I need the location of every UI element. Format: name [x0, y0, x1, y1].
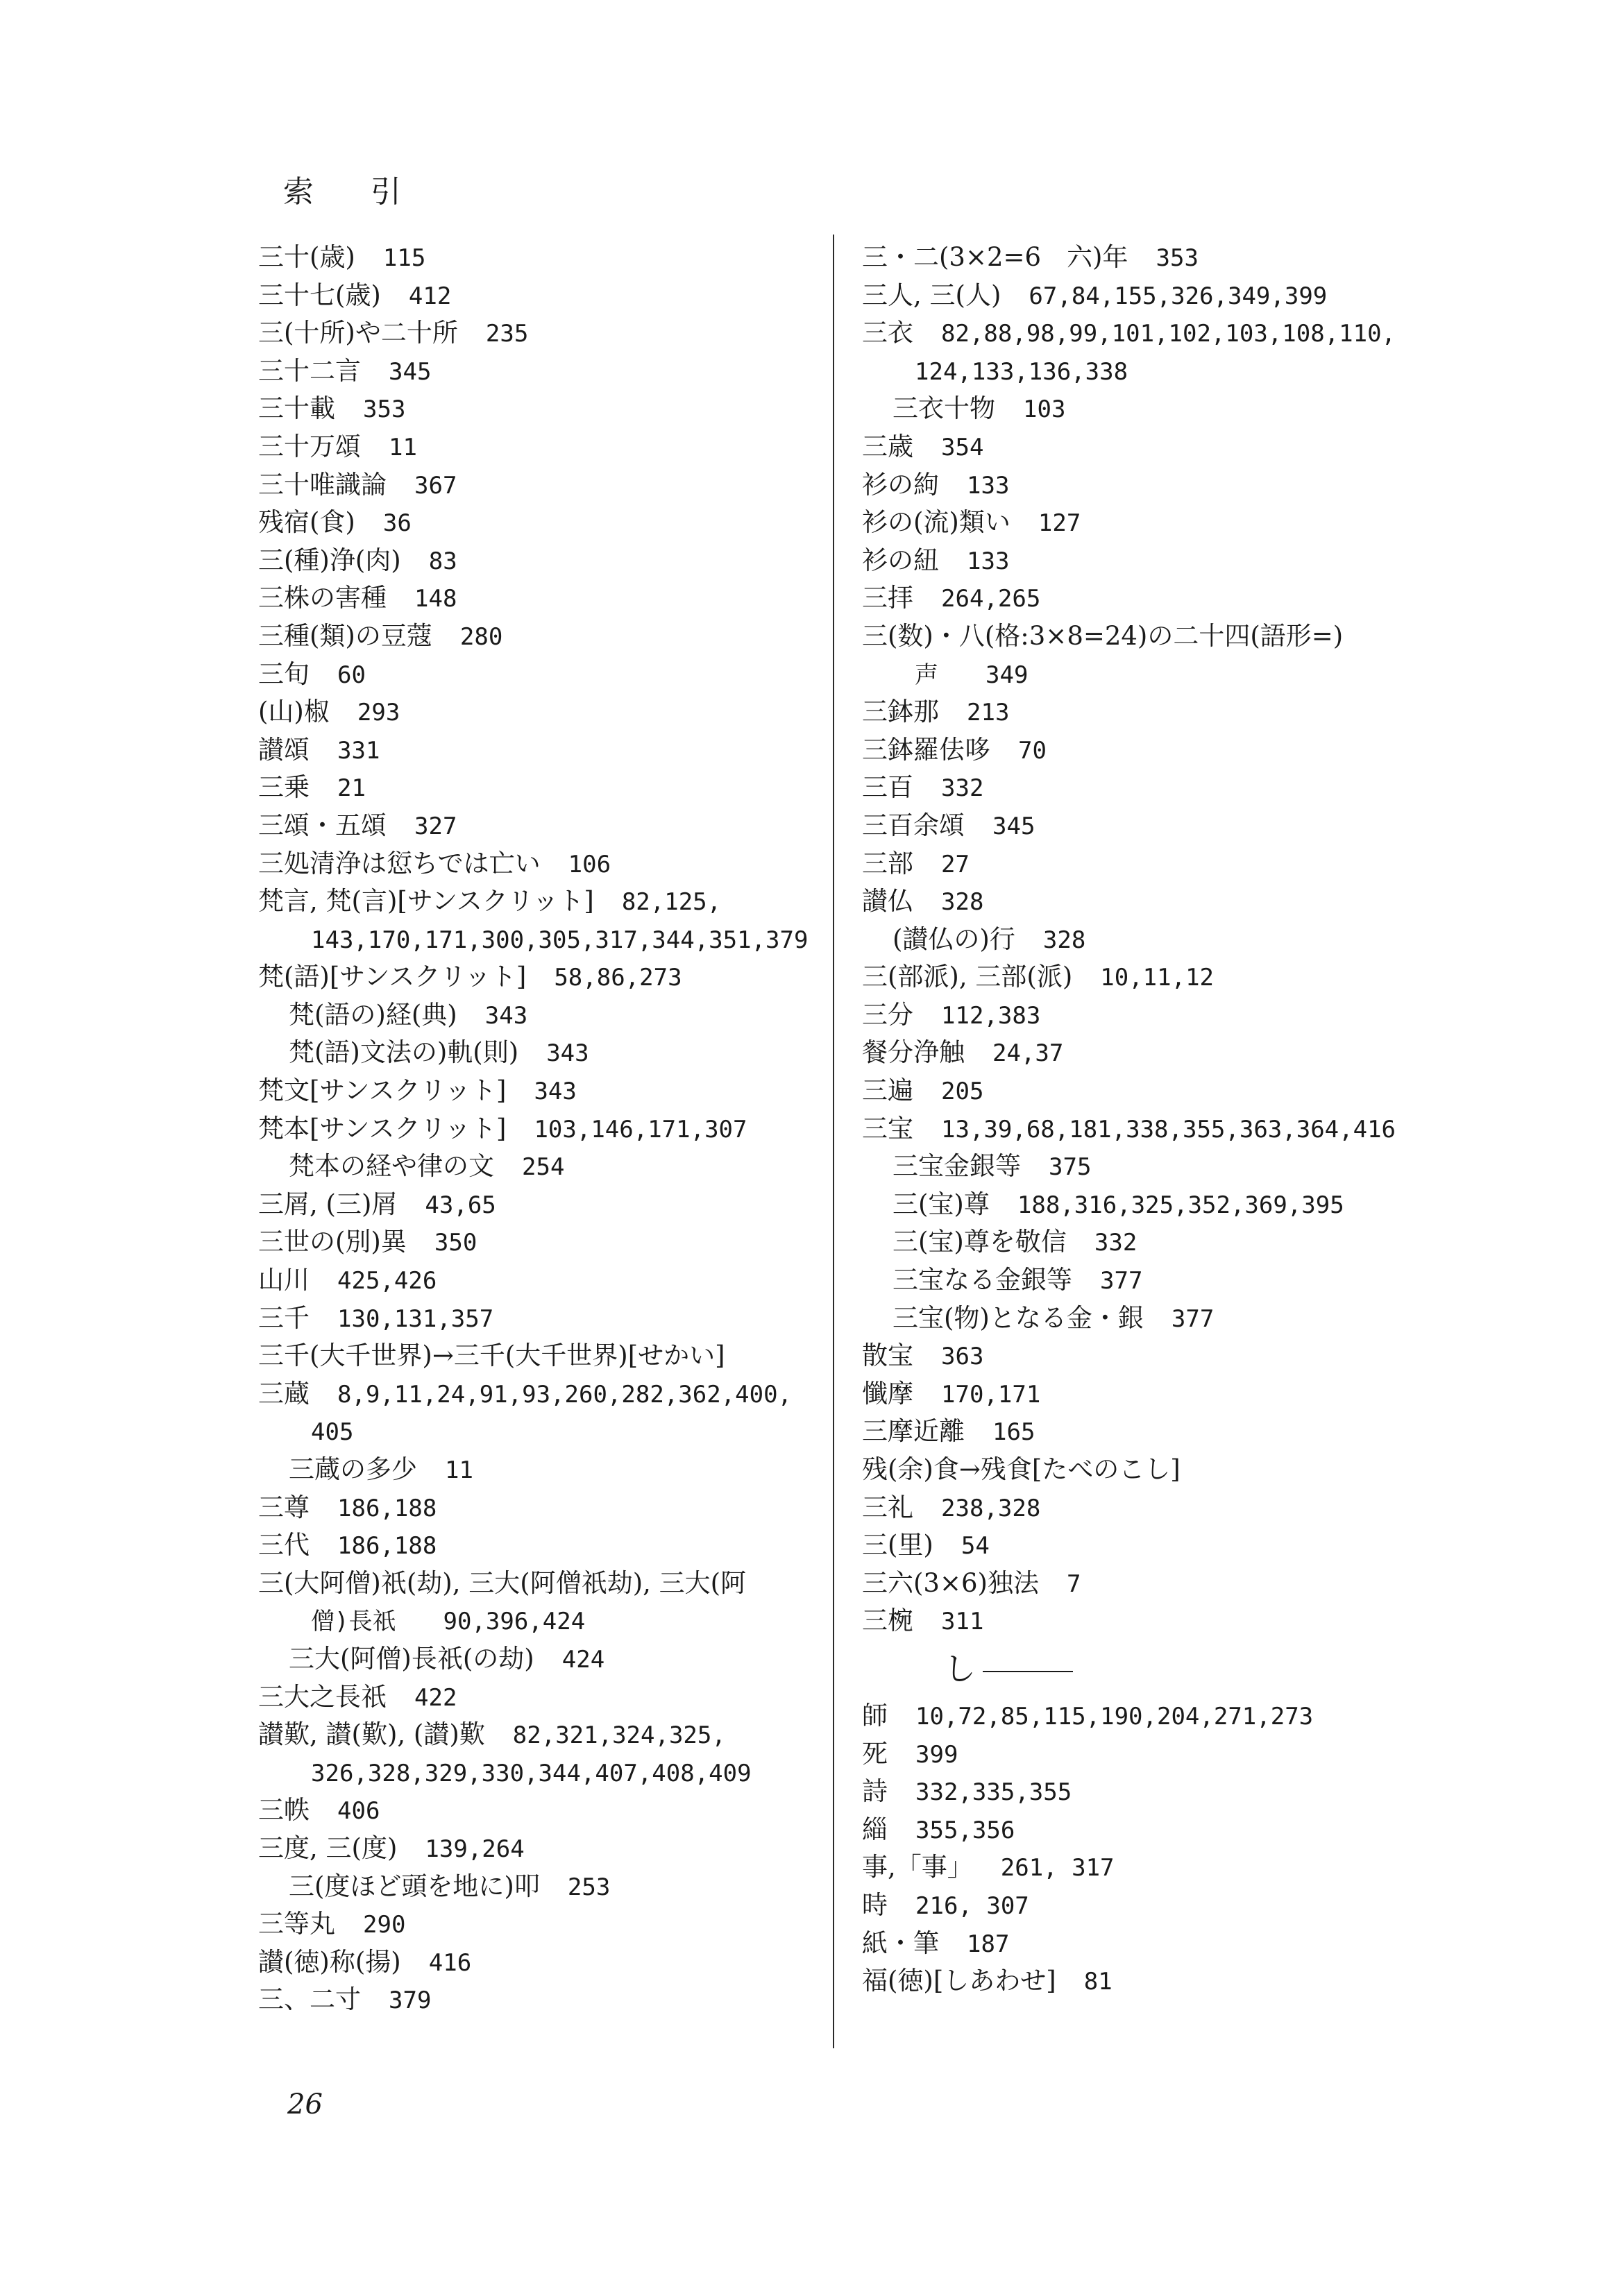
index-page-refs: 187 — [967, 1930, 1010, 1958]
index-page-refs: 僧)長祇 90,396,424 — [311, 1608, 586, 1636]
index-term: 紙・筆 — [862, 1928, 939, 1958]
index-page-refs: 367 — [414, 471, 457, 500]
index-page-refs: 82,125, — [621, 888, 722, 917]
index-entry — [258, 883, 820, 921]
index-entry — [862, 1489, 1459, 1527]
index-term: 三百 — [862, 772, 913, 803]
index-term: 三蔵の多少 — [289, 1454, 417, 1484]
index-term: 三世の(別)異 — [258, 1227, 407, 1257]
index-entry — [258, 958, 820, 996]
index-entry — [862, 1697, 1459, 1735]
index-page-refs: 11 — [389, 433, 417, 461]
index-term: 三鉢那 — [862, 697, 939, 727]
index-page-refs: 405 — [311, 1418, 354, 1447]
index-page-refs: 343 — [534, 1078, 577, 1106]
index-page-refs: 416 — [428, 1948, 472, 1977]
index-page-refs: 350 — [434, 1229, 477, 1257]
index-term: 三遍 — [862, 1075, 913, 1106]
index-entry — [258, 239, 820, 277]
column-divider — [833, 235, 834, 2048]
index-term: 三(部派), 三部(派) — [862, 962, 1073, 992]
index-term: 三大之長祇 — [258, 1681, 387, 1712]
index-entry-continuation — [862, 352, 1459, 391]
section-heading-kana: し — [944, 1649, 976, 1687]
index-entry — [862, 693, 1459, 731]
index-page-refs: 24,37 — [992, 1039, 1064, 1068]
index-term: 三十七(歳) — [258, 280, 381, 310]
index-column-right — [862, 239, 1459, 2000]
index-term: 緇 — [862, 1814, 888, 1844]
index-term: 三歳 — [862, 431, 913, 461]
index-column-left — [258, 239, 820, 2019]
index-term: 三(里) — [862, 1530, 933, 1561]
index-page-refs: 353 — [363, 396, 406, 424]
index-entry — [862, 845, 1459, 883]
index-term: 三、二寸 — [258, 1984, 361, 2015]
index-subentry — [258, 1868, 820, 1906]
index-term: 三人, 三(人) — [862, 280, 1001, 310]
index-page-refs: 422 — [414, 1683, 457, 1712]
index-entry — [258, 1489, 820, 1527]
index-entry — [258, 1565, 820, 1603]
index-entry — [862, 1887, 1459, 1925]
index-term: 三十(歳) — [258, 242, 355, 272]
index-page-refs: 13,39,68,181,338,355,363,364,416 — [941, 1115, 1396, 1143]
index-term: 三十唯識論 — [258, 469, 387, 500]
index-subentry — [862, 1223, 1459, 1261]
index-entry — [258, 807, 820, 845]
index-term: 梵言, 梵(言)[サンスクリット] — [258, 886, 594, 917]
index-entry — [258, 1944, 820, 1982]
index-entry — [258, 1981, 820, 2019]
index-term: (山)椒 — [258, 697, 330, 727]
index-page-refs: 377 — [1100, 1267, 1143, 1295]
section-heading — [862, 1640, 1459, 1697]
index-page-refs: 264,265 — [941, 585, 1041, 613]
index-entry — [862, 1848, 1459, 1887]
index-entry — [862, 618, 1459, 656]
index-page-refs: 21 — [337, 774, 366, 803]
index-term: 三・二(3×2=6 六)年 — [862, 242, 1128, 272]
index-entry — [862, 542, 1459, 580]
index-entry — [862, 1375, 1459, 1413]
index-entry — [862, 996, 1459, 1035]
index-entry — [258, 1830, 820, 1868]
index-subentry — [862, 1261, 1459, 1300]
index-entry — [258, 1375, 820, 1413]
index-page-refs: 254 — [522, 1153, 565, 1182]
index-page-refs: 130,131,357 — [337, 1304, 494, 1333]
index-page-refs: 170,171 — [941, 1380, 1041, 1409]
index-subentry — [258, 996, 820, 1035]
index-entry — [258, 579, 820, 618]
index-entry — [862, 1110, 1459, 1148]
index-page-refs: 148 — [414, 585, 457, 613]
index-entry — [862, 1451, 1459, 1489]
index-term: 三拝 — [862, 583, 913, 613]
index-entry — [862, 1072, 1459, 1110]
index-page-refs: 280 — [459, 622, 503, 651]
index-entry — [862, 1962, 1459, 2000]
index-entry — [862, 769, 1459, 807]
index-page-refs: 363 — [941, 1343, 984, 1371]
index-entry — [862, 277, 1459, 315]
index-page-refs: 10,72,85,115,190,204,271,273 — [915, 1702, 1314, 1730]
index-page-refs: 375 — [1049, 1153, 1092, 1182]
index-entry — [862, 428, 1459, 466]
index-term: 三十載 — [258, 393, 335, 424]
index-term: (讃仏の)行 — [893, 924, 1015, 954]
index-page-refs: 354 — [941, 433, 984, 461]
index-entry — [862, 1034, 1459, 1072]
index-page-refs: 328 — [941, 888, 984, 917]
index-entry — [862, 1773, 1459, 1811]
index-page-refs: 58,86,273 — [554, 964, 682, 992]
index-page-refs: 54 — [961, 1532, 990, 1561]
index-entry — [258, 1261, 820, 1300]
index-entry — [258, 504, 820, 542]
index-entry — [862, 731, 1459, 769]
index-page-refs: 293 — [357, 699, 400, 727]
index-subentry — [862, 1300, 1459, 1338]
index-term: 三宝なる金銀等 — [893, 1265, 1072, 1295]
index-term: 梵(語)文法の)軌(則) — [289, 1037, 519, 1068]
index-entry — [862, 1602, 1459, 1640]
index-entry — [862, 1565, 1459, 1603]
header-char-2: 引 — [371, 174, 401, 210]
index-term: 三椀 — [862, 1606, 913, 1636]
index-page-refs: 238,328 — [941, 1494, 1041, 1522]
index-entry — [258, 1072, 820, 1110]
index-page-refs: 326,328,329,330,344,407,408,409 — [311, 1759, 752, 1787]
index-entry — [258, 1905, 820, 1944]
index-term: 三(十所)や二十所 — [258, 318, 458, 348]
index-page-refs: 83 — [428, 547, 457, 575]
index-page-refs: 379 — [389, 1987, 432, 2015]
index-entry — [862, 466, 1459, 504]
index-term: 讃仏 — [862, 886, 913, 917]
index-term: 梵本[サンスクリット] — [258, 1113, 507, 1143]
index-term: 衫の紐 — [862, 545, 939, 575]
index-entry — [258, 618, 820, 656]
index-page-refs: 112,383 — [941, 1001, 1041, 1030]
index-entry-continuation — [258, 1602, 820, 1640]
index-entry — [258, 656, 820, 694]
index-page-refs: 声 349 — [915, 661, 1029, 689]
index-page-refs: 261, 317 — [1000, 1854, 1115, 1882]
index-page-refs: 70 — [1018, 736, 1047, 765]
index-term: 残宿(食) — [258, 507, 355, 538]
index-page-refs: 115 — [382, 244, 426, 272]
section-heading-rule — [983, 1671, 1073, 1672]
index-term: 三六(3×6)独法 — [862, 1567, 1039, 1598]
index-entry — [258, 731, 820, 769]
index-page-refs: 36 — [382, 509, 412, 538]
index-term: 三百余頌 — [862, 810, 965, 840]
index-page-refs: 345 — [389, 357, 432, 386]
page-number: 26 — [287, 2089, 323, 2120]
index-term: 山川 — [258, 1265, 310, 1295]
index-term: 懺摩 — [862, 1378, 913, 1409]
index-term: 時 — [862, 1889, 888, 1920]
index-term: 三頌・五頌 — [258, 810, 387, 840]
index-page-refs: 82,88,98,99,101,102,103,108,110, — [941, 320, 1396, 348]
index-term: 三宝(物)となる金・銀 — [893, 1302, 1144, 1333]
index-entry — [862, 1925, 1459, 1963]
index-entry — [258, 466, 820, 504]
index-page-refs: 82,321,324,325, — [512, 1721, 726, 1750]
index-page-refs: 406 — [337, 1797, 380, 1826]
index-term: 讃歎, 讃(歎), (讃)歎 — [258, 1719, 485, 1750]
index-page-refs: 424 — [561, 1645, 605, 1674]
index-entry — [258, 542, 820, 580]
index-term: 三衣十物 — [893, 393, 995, 424]
index-term: 三種(類)の豆蔻 — [258, 620, 432, 651]
index-term: 三(度ほど頭を地に)叩 — [289, 1871, 540, 1901]
index-entry — [258, 352, 820, 391]
index-entry — [862, 1527, 1459, 1565]
index-page-refs: 311 — [941, 1608, 984, 1636]
index-term: 三衣 — [862, 318, 913, 348]
index-entry — [258, 845, 820, 883]
index-subentry — [862, 1148, 1459, 1186]
index-entry-continuation — [258, 921, 820, 959]
index-entry — [258, 1186, 820, 1224]
index-page-refs: 11 — [445, 1456, 473, 1484]
index-term: 死 — [862, 1738, 888, 1769]
index-entry — [862, 883, 1459, 921]
index-page-refs: 253 — [567, 1873, 611, 1901]
index-term: 三等丸 — [258, 1909, 335, 1939]
index-entry-continuation — [258, 1754, 820, 1792]
index-term: 三帙 — [258, 1795, 310, 1826]
index-subentry — [258, 1034, 820, 1072]
index-term: 梵(語の)経(典) — [289, 999, 457, 1030]
index-term: 三宝金銀等 — [893, 1151, 1021, 1182]
index-entry — [862, 1337, 1459, 1375]
header-char-1: 索 — [283, 174, 314, 210]
index-term: 散宝 — [862, 1341, 913, 1371]
index-term: 三尊 — [258, 1492, 310, 1522]
index-entry-continuation — [258, 1413, 820, 1451]
index-page-refs: 327 — [414, 812, 457, 840]
index-page-refs: 139,264 — [425, 1835, 525, 1863]
index-entry — [258, 1678, 820, 1717]
index-subentry — [258, 1148, 820, 1186]
index-page-refs: 355,356 — [915, 1816, 1015, 1844]
index-entry — [258, 1337, 820, 1375]
index-term: 讃頌 — [258, 734, 310, 765]
index-term: 三鉢羅佉哆 — [862, 734, 990, 765]
index-term: 詩 — [862, 1776, 888, 1807]
index-entry — [862, 958, 1459, 996]
index-page-refs: 165 — [992, 1418, 1035, 1447]
index-entry — [258, 1110, 820, 1148]
index-page-refs: 235 — [485, 320, 529, 348]
index-page-refs: 103,146,171,307 — [534, 1115, 747, 1143]
index-term: 梵(語)[サンスクリット] — [258, 962, 527, 992]
index-term: 福(徳)[しあわせ] — [862, 1966, 1056, 1996]
index-entry — [862, 1413, 1459, 1451]
index-entry — [862, 1735, 1459, 1774]
index-entry — [258, 1527, 820, 1565]
index-term: 三株の害種 — [258, 583, 387, 613]
index-entry — [258, 428, 820, 466]
index-entry — [258, 277, 820, 315]
index-page-refs: 332 — [1094, 1229, 1137, 1257]
index-page-refs: 186,188 — [337, 1494, 437, 1522]
index-term: 三(宝)尊 — [893, 1189, 990, 1219]
index-page-refs: 331 — [337, 736, 380, 765]
index-page-refs: 43,65 — [425, 1191, 496, 1219]
index-page-refs: 343 — [484, 1001, 528, 1030]
index-term: 三分 — [862, 999, 913, 1030]
index-page-refs: 332 — [941, 774, 984, 803]
index-term: 梵文[サンスクリット] — [258, 1075, 507, 1106]
index-entry — [258, 1716, 820, 1754]
index-entry — [862, 504, 1459, 542]
index-entry — [862, 579, 1459, 618]
index-page-refs: 67,84,155,326,349,399 — [1029, 282, 1328, 310]
index-term: 衫の絇 — [862, 469, 939, 500]
index-term: 三千(大千世界)→三千(大千世界)[せかい] — [258, 1341, 725, 1371]
index-page-refs: 8,9,11,24,91,93,260,282,362,400, — [337, 1380, 793, 1409]
index-entry — [258, 390, 820, 428]
index-term: 三(種)浄(肉) — [258, 545, 401, 575]
index-term: 三蔵 — [258, 1378, 310, 1409]
index-page-refs: 60 — [337, 661, 366, 689]
index-term: 三礼 — [862, 1492, 913, 1522]
index-page-refs: 205 — [941, 1078, 984, 1106]
index-page-refs: 133 — [967, 547, 1010, 575]
index-page-refs: 133 — [967, 471, 1010, 500]
index-subentry — [862, 921, 1459, 959]
index-page-refs: 425,426 — [337, 1267, 437, 1295]
index-page-refs: 332,335,355 — [915, 1778, 1072, 1807]
index-subentry — [862, 390, 1459, 428]
index-page-refs: 127 — [1038, 509, 1081, 538]
page-header — [283, 167, 401, 211]
index-term: 三十二言 — [258, 355, 361, 386]
index-term: 三十万頌 — [258, 431, 361, 461]
index-page-refs: 27 — [941, 850, 970, 878]
index-entry — [258, 314, 820, 352]
index-page-refs: 213 — [967, 699, 1010, 727]
index-term: 三旬 — [258, 658, 310, 689]
index-entry — [258, 693, 820, 731]
index-page-refs: 353 — [1156, 244, 1199, 272]
index-term: 三度, 三(度) — [258, 1832, 398, 1863]
index-term: 三(宝)尊を敬信 — [893, 1227, 1067, 1257]
index-term: 梵本の経や律の文 — [289, 1151, 494, 1182]
index-term: 残(余)食→残食[たべのこし] — [862, 1454, 1181, 1484]
index-page-refs: 106 — [568, 850, 611, 878]
index-term: 師 — [862, 1700, 888, 1730]
index-page-refs: 343 — [546, 1039, 589, 1068]
index-subentry — [258, 1451, 820, 1489]
index-term: 三(大阿僧)祇(劫), 三大(阿僧祇劫), 三大(阿 — [258, 1567, 747, 1598]
index-term: 三千 — [258, 1302, 310, 1333]
index-term: 事,「事」 — [862, 1852, 973, 1882]
index-term: 三摩近離 — [862, 1416, 965, 1447]
index-entry — [258, 769, 820, 807]
index-page-refs: 328 — [1042, 926, 1086, 954]
index-term: 三大(阿僧)長祇(の劫) — [289, 1643, 534, 1674]
index-term: 三部 — [862, 848, 913, 878]
index-entry — [258, 1223, 820, 1261]
index-page-refs: 377 — [1171, 1304, 1215, 1333]
index-entry — [258, 1300, 820, 1338]
index-term: 三(数)・八(格:3×8=24)の二十四(語形=) — [862, 620, 1344, 651]
index-page-refs: 345 — [992, 812, 1035, 840]
index-entry — [862, 314, 1459, 352]
index-page-refs: 412 — [408, 282, 452, 310]
index-page-refs: 216, 307 — [915, 1891, 1029, 1920]
index-term: 三代 — [258, 1530, 310, 1561]
index-page-refs: 399 — [915, 1740, 958, 1769]
index-term: 三乗 — [258, 772, 310, 803]
index-subentry — [862, 1186, 1459, 1224]
index-page-refs: 7 — [1066, 1570, 1081, 1598]
index-entry — [258, 1792, 820, 1830]
index-term: 三屑, (三)屑 — [258, 1189, 398, 1219]
index-subentry — [258, 1640, 820, 1678]
index-term: 三宝 — [862, 1113, 913, 1143]
index-page-refs: 186,188 — [337, 1532, 437, 1561]
index-page-refs: 124,133,136,338 — [915, 357, 1128, 386]
index-page-refs: 103 — [1023, 396, 1066, 424]
index-entry — [862, 1811, 1459, 1849]
index-term: 衫の(流)類い — [862, 507, 1010, 538]
index-term: 三処清浄は愆ちでは亡い — [258, 848, 541, 878]
index-page-refs: 290 — [363, 1911, 406, 1939]
index-page-refs: 143,170,171,300,305,317,344,351,379 — [311, 926, 809, 954]
index-term: 讃(徳)称(揚) — [258, 1946, 401, 1977]
index-term: 餐分浄触 — [862, 1037, 965, 1068]
index-page-refs: 10,11,12 — [1100, 964, 1215, 992]
index-page-refs: 81 — [1083, 1968, 1113, 1996]
index-entry — [862, 807, 1459, 845]
index-entry-continuation — [862, 656, 1459, 694]
index-entry — [862, 239, 1459, 277]
index-page-refs: 188,316,325,352,369,395 — [1017, 1191, 1344, 1219]
